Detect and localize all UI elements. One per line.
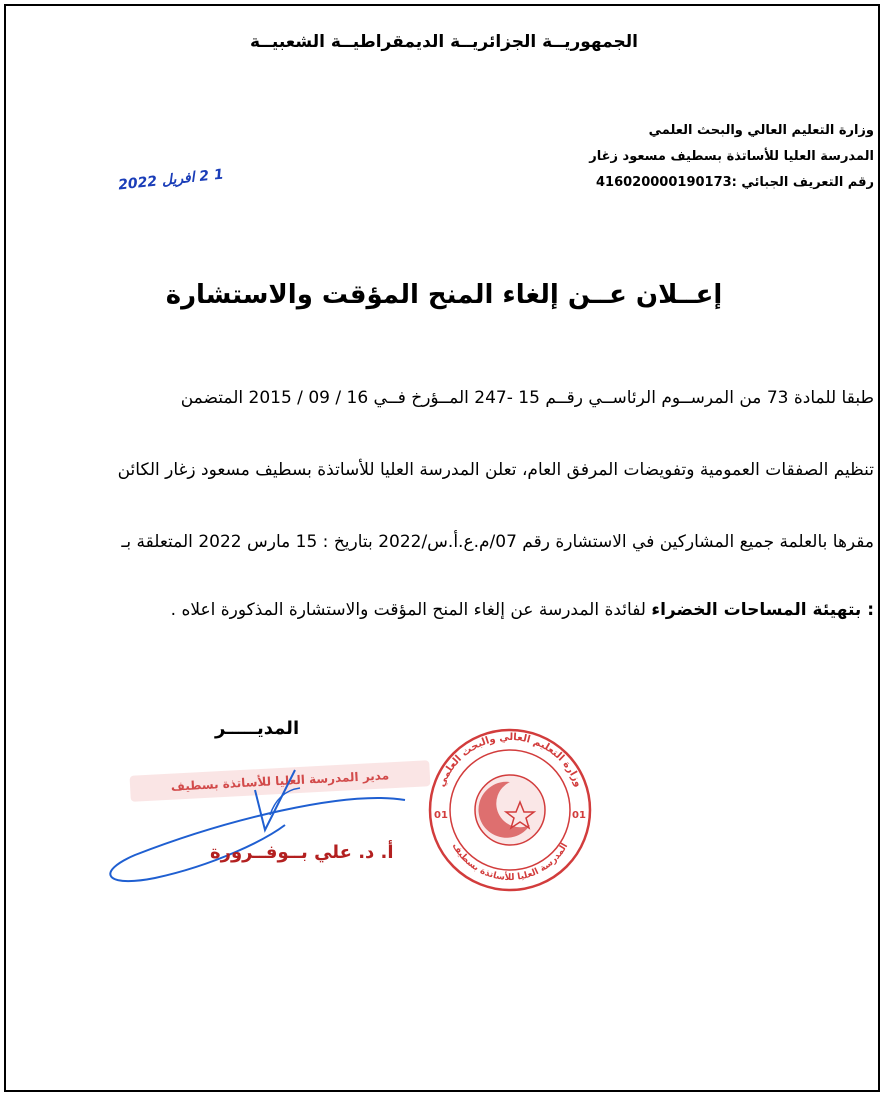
director-stamp: مدير المدرسة العليا للأساتذة بسطيف	[130, 760, 431, 802]
seal-inner-text: المدرسة العليا للأساتذة بسطيف	[449, 841, 571, 884]
seal-outer-text: وزارة التعليم العالي والبحث العلمي	[436, 731, 584, 789]
body-line-1: طبقا للمادة 73 من المرســوم الرئاســي رقــم 15 -247 المــؤرخ فــي 16 / 09 / 2015 المتضمن	[180, 388, 874, 408]
body-line-4-rest: لفائدة المدرسة عن إلغاء المنح المؤقت والاستشارة المذكورة اعلاه .	[170, 600, 652, 620]
body-line-3: مقرها بالعلمة جميع المشاركين في الاستشارة رقم 07/م.ع.أ.س/2022 بتاريخ : 15 مارس 2022 المتعلقة بـ	[121, 532, 874, 552]
announcement-title: إعــلان عــن إلغاء المنح المؤقت والاستشارة	[165, 280, 723, 310]
seal-number-right: 01	[572, 810, 586, 821]
republic-header: الجمهوريــة الجزائريــة الديمقراطيــة الشعبيــة	[250, 32, 638, 52]
school-name: المدرسة العليا للأساتذة بسطيف مسعود زغار	[589, 149, 874, 164]
ministry-name: وزارة التعليم العالي والبحث العلمي	[648, 123, 874, 138]
subject-bold: : بتهيئة المساحات الخضراء	[651, 600, 874, 620]
body-line-2: تنظيم الصفقات العمومية وتفويضات المرفق العام، تعلن المدرسة العليا للأساتذة بسطيف مسعود زغار الكائن	[117, 460, 874, 480]
official-seal	[420, 720, 600, 900]
handwritten-signature	[95, 760, 435, 890]
tax-id: رقم التعريف الجبائي :416020000190173	[595, 175, 874, 190]
date-stamp: 1 2 افريل 2022	[117, 166, 225, 194]
director-name: أ. د. علي بــوفــرورة	[210, 842, 394, 863]
seal-number-left: 01	[434, 810, 448, 821]
body-line-4	[30, 600, 874, 620]
director-title: المديـــــر	[215, 718, 300, 739]
institution-block	[454, 118, 874, 196]
